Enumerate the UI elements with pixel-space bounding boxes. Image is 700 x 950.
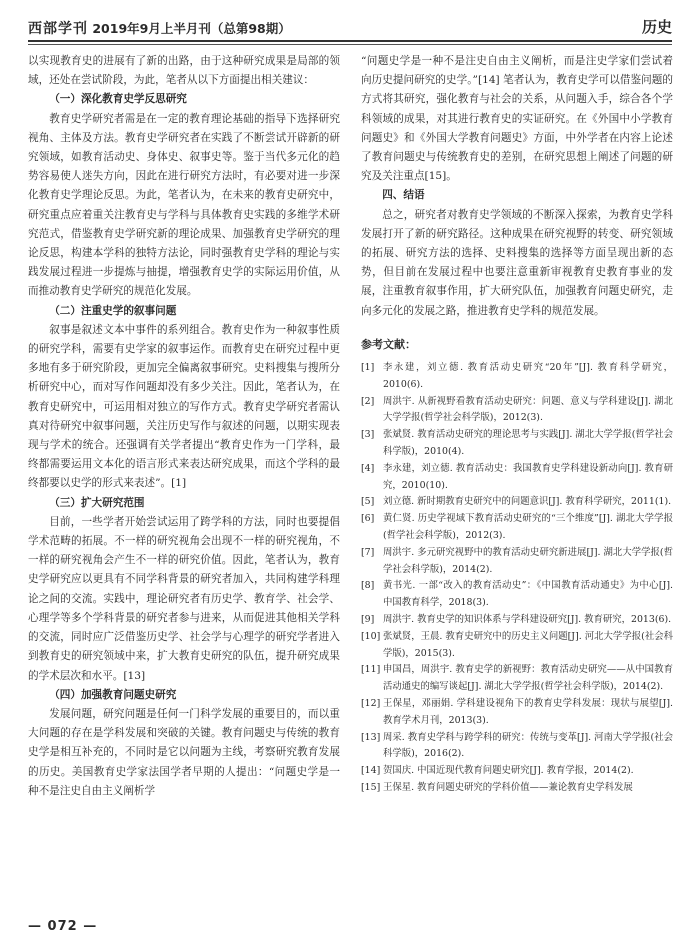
reference-number: [13]: [361, 731, 381, 743]
journal-issue: 2019年9月上半月刊（总第98期）: [92, 21, 291, 36]
reference-number: [12]: [361, 697, 381, 709]
right-column-body: [361, 52, 673, 321]
reference-number: [11]: [361, 664, 381, 676]
paragraph: “问题史学是一种不是注史自由主义阐析，而是注史学家们尝试着向历史提问研究的史学。”[14] 笔者认为，教育史学可以借鉴问题的方式将其研究，强化教育与社会的关系，从问题入手，综合各个学科领域的成果，对其进行教育史的实证研究。在《外国中小学教育问题史》和《外国大学教育问题史》方面，中外学者在内容上论述了教育问题史与传统教育史的差别，在研究思想上阐述了问题的研究及关注重点[15]。: [361, 55, 673, 183]
reference-item: [361, 461, 673, 495]
paragraph: 发展问题，研究问题是任何一门科学发展的重要目的，而以重大问题的存在是学科发展和突破的关键。教育问题史与传统的教育史学是相互补充的，不同时是它以问题为主线，考察研究教育发展的历史。美国教育史学家法国学者早期的人提出：“问题史学是一种不是注史自由主义阐析学: [28, 707, 340, 797]
subheading: （四）加强教育问题史研究: [49, 688, 177, 701]
reference-text: 李永建，刘立德. 教育活动史：我国教育史学科建设新动向[J]. 教育研究，2010(10).: [383, 462, 673, 491]
reference-number: [2]: [361, 395, 375, 407]
running-header: [28, 14, 672, 42]
reference-item: [361, 662, 673, 696]
reference-text: 周采. 教育史学科与跨学科的研究：传统与变革[J]. 河南大学学报(社会科学版)，2016(2).: [383, 731, 673, 760]
reference-text: 黄书光. 一部“改入的教育活动史”：《中国教育活动通史》为中心[J]. 中国教育科学，2018(3).: [383, 580, 673, 609]
reference-item: [361, 545, 673, 579]
paragraph: 叙事是叙述文本中事件的系列组合。教育史作为一种叙事性质的研究学科，需要有史学家的叙事运作。而教育史在研究过程中更多地有多于研究阶段，更加完全偏离叙事研究。史料搜集与搜所分析研究中心，而对写作问题却没有多少关注。因此，笔者认为，在教育史研究中，可运用相对独立的写作方式。教育史学研究者需认真对待研究中叙事问题，关注历史写作与叙述的问题，以期实现表现与学术的统合。还强调有关学者提出“教育史作为一门学科，最终都需要运用文本化的语言形式来表达研究成果，而这个学科的最终都要以史学的形式来表述”。[1]: [28, 323, 340, 490]
reference-item: [361, 511, 673, 545]
reference-item: [361, 629, 673, 663]
section-heading: 四、结语: [382, 189, 425, 202]
reference-text: 周洪宇. 教育史学的知识体系与学科建设研究[J]. 教育研究，2013(6).: [383, 614, 672, 625]
paragraph: 以实现教育史的进展有了新的出路，由于这种研究成果是局部的领域，还处在尝试阶段，为此，笔者从以下方面提出相关建议：: [28, 55, 340, 87]
header-rule: [28, 44, 672, 45]
reference-text: 周洪宇. 从新视野看教育活动史研究：问题、意义与学科建设[J]. 湖北大学学报(哲学社会科学版)，2012(3).: [383, 395, 673, 424]
section-label: 历史: [641, 18, 672, 36]
reference-number: [8]: [361, 580, 375, 592]
right-column: [361, 52, 673, 797]
journal-brand: 西部学刊: [28, 21, 88, 37]
subheading: （三）扩大研究范围: [49, 496, 145, 509]
reference-number: [14]: [361, 765, 381, 777]
page-number: — 072 —: [28, 919, 98, 934]
subheading: （一）深化教育史学反思研究: [49, 93, 187, 106]
reference-number: [3]: [361, 429, 375, 441]
reference-text: 贺国庆. 中国近现代教育问题史研究[J]. 教育学报，2014(2).: [383, 765, 634, 777]
reference-number: [15]: [361, 781, 381, 793]
reference-item: [361, 360, 673, 394]
reference-item: [361, 394, 673, 428]
reference-number: [7]: [361, 546, 375, 558]
reference-text: 申国昌，周洪宇. 教育史学的新视野：教育活动史研究——从中国教育活动通史的编写谈起[J]. 湖北大学学报(哲学社会科学版)，2014(2).: [383, 664, 673, 693]
reference-text: 李永建，刘立德. 教育活动史研究“20年”[J]. 教育科学研究，2010(6).: [383, 362, 673, 390]
reference-number: [5]: [361, 496, 375, 508]
reference-number: [9]: [361, 614, 375, 625]
reference-number: [6]: [361, 513, 375, 525]
journal-title: [28, 18, 291, 38]
reference-item: [361, 612, 673, 629]
left-column: [28, 52, 340, 801]
reference-text: 张斌贤，王晨. 教育史研究中的历史主义问题[J]. 河北大学学报(社会科学版)，2015(3).: [383, 630, 673, 659]
reference-item: [361, 578, 673, 612]
reference-text: 刘立德. 新时期教育史研究中的问题意识[J]. 教育科学研究，2011(1).: [383, 496, 672, 508]
reference-item: [361, 730, 673, 764]
paragraph: 教育史学研究者需是在一定的教育理论基础的指导下选择研究视角、主体及方法。教育史学研究者在实践了不断尝试开辟新的研究领域，如教育活动史、身体史、叙事史等。鉴于当代多元化的趋势容易使人迷失方向，因此在进行研究方法时，有必要对进一步深化教育史学理论反思。为此，笔者认为，在未来的教育史研究中，研究重点应着重关注教育史与学科与具体教育史实践的多维学术研究范式，借鉴教育史学研究新的理论成果、加强教育史学研究的理论反思，构建本学科的独特方法论，同时强教育史学科的理论与实践发展过程进一步提炼与抽提，增强教育史学的实际运用价值，从而推动教育史学研究的规范化发展。: [28, 112, 340, 298]
reference-number: [4]: [361, 462, 375, 474]
reference-text: 黄仁贤. 历史学视域下教育活动史研究的“三个维度”[J]. 湖北大学学报(哲学社会科学版)，2012(3).: [383, 513, 673, 542]
reference-item: [361, 427, 673, 461]
reference-text: 张斌贤. 教育活动史研究的理论思考与实践[J]. 湖北大学学报(哲学社会科学版)，2010(4).: [383, 429, 673, 458]
reference-item: [361, 494, 673, 511]
reference-text: 王保星，邓丽娟. 学科建设视角下的教育史学科发展：现状与展望[J]. 教育学术月刊，2013(3).: [383, 697, 673, 726]
reference-number: [1]: [361, 362, 375, 374]
paragraph: 总之，研究者对教育史学领域的不断深入探索，为教育史学科发展打开了新的研究路径。这种成果在研究视野的转变、研究领域的拓展、研究方法的选择、史料搜集的选择等方面呈现出新的态势，但目前在发展过程中也要注意重新审视教育史教育事业的发展，注重教育叙事作用，扩大研究队伍，加强教育问题史研究，走向多元化的发展之路，推进教育史学科的规范发展。: [361, 208, 673, 317]
reference-item: [361, 780, 673, 797]
references-list: [361, 360, 673, 797]
references-title: 参考文献：: [361, 337, 416, 351]
reference-item: [361, 696, 673, 730]
subheading: （二）注重史学的叙事问题: [49, 304, 177, 317]
reference-number: [10]: [361, 630, 381, 642]
reference-text: 周洪宇. 多元研究视野中的教育活动史研究新进展[J]. 湖北大学学报(哲学社会科学版)，2014(2).: [383, 546, 673, 575]
reference-text: 王保星. 教育问题史研究的学科价值——兼论教育史学科发展: [383, 781, 633, 793]
reference-item: [361, 763, 673, 780]
paragraph: 目前，一些学者开始尝试运用了跨学科的方法，同时也要提倡学术范畴的拓展。不一样的研究视角会出现不一样的研究视角，不一样的研究视角会产生不一样的研究价值。因此，笔者认为，教育史学研究应以更具有不同学科背景的研究者加入，共同构建学科理论之间的交流。实践中，理论研究者有历史学、教育学、社会学、心理学等多个学科背景的研究者参与进来，从而促进其他相关学科的交流，同时应广泛借鉴历史学、社会学与心理学的研究学者进入到教育史的研究领域中来，扩大教育史研究的队伍，提升研究成果的学术层次和水平。[13]: [28, 515, 340, 682]
